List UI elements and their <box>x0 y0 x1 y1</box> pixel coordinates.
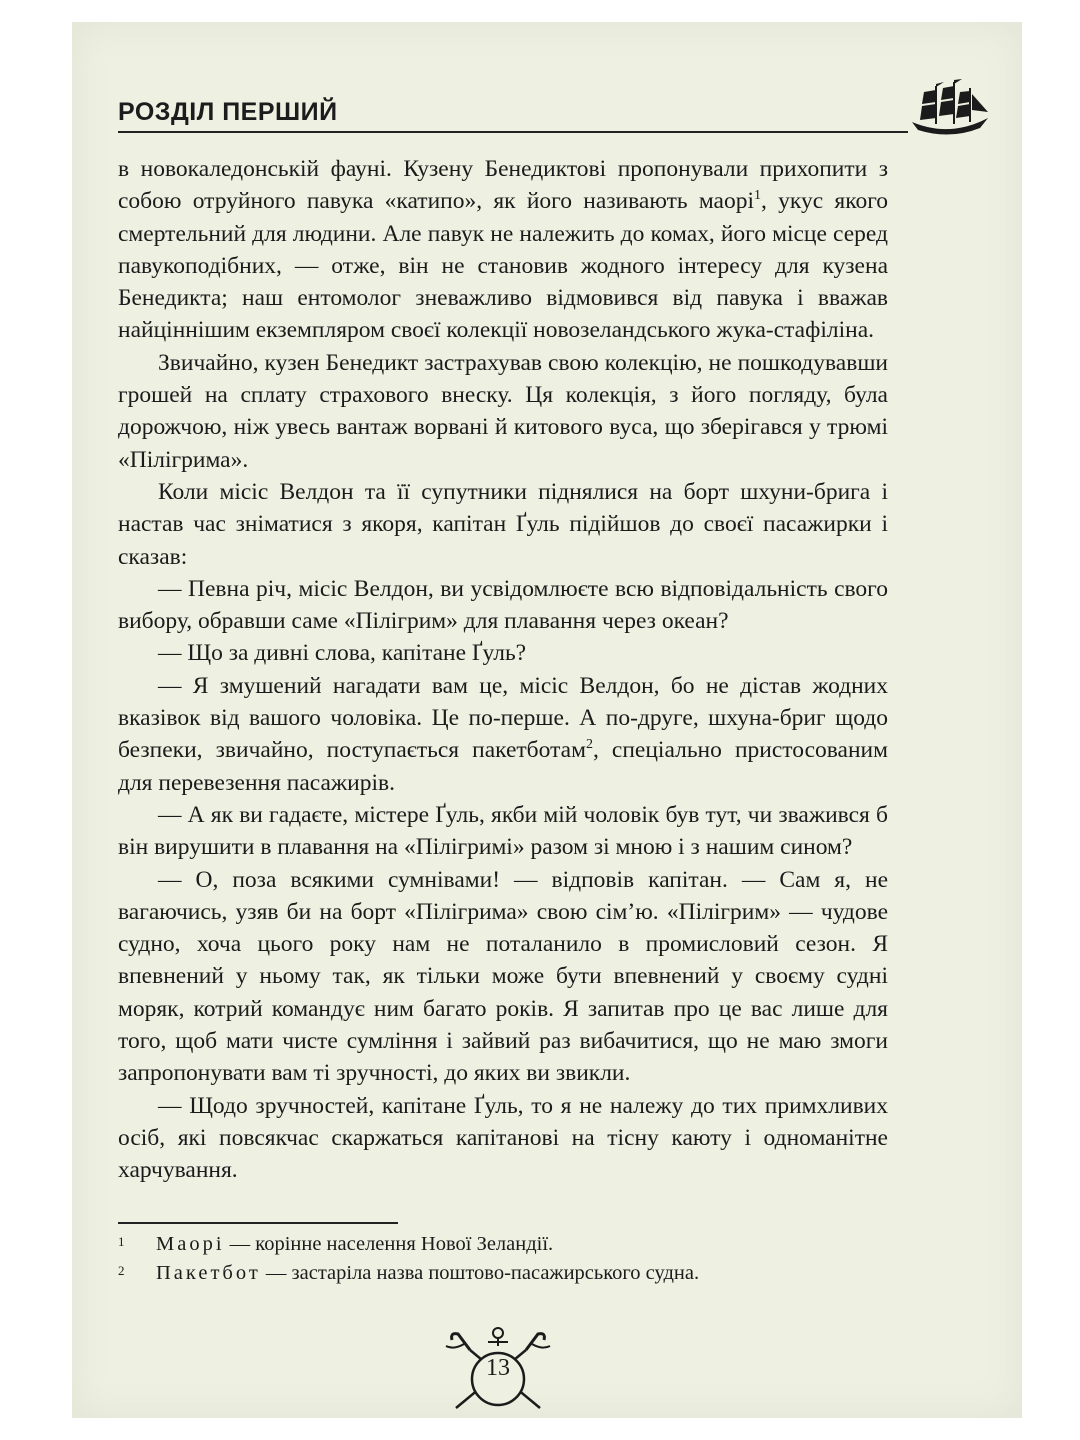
paragraph: — Щодо зручностей, капітане Ґуль, то я не належу до тих примхливих осіб, які повсякчас скаржаться капітанові на тісну каюту і одноманітне харчування. <box>118 1092 888 1184</box>
footnote <box>118 1259 888 1288</box>
paragraph: Звичайно, кузен Бенедикт застрахував свою колекцію, не пошкодувавши грошей на сплату страхового внеску. Ця колекція, з його погляду, була дорожчою, ніж увесь вантаж ворвані й китового вуса, що зберігався у трюмі «Пілігрима». <box>118 349 888 473</box>
footnote-ref: 2 <box>585 737 593 753</box>
footnote-rule <box>118 1222 398 1224</box>
footnotes <box>118 1230 888 1288</box>
paragraph: — А як ви гадаєте, містере Ґуль, якби мій чоловік був тут, чи зважився б він вирушити в плавання на «Пілігримі» разом зі мною і з нашим сином? <box>118 801 888 861</box>
body-text <box>118 153 888 1187</box>
paragraph: — Певна річ, місіс Велдон, ви усвідомлюєте всю відповідальність свого вибору, обравши саме «Пілігрим» для плавання через океан? <box>118 575 888 635</box>
paragraph <box>118 670 888 799</box>
chapter-title: РОЗДІЛ ПЕРШИЙ <box>118 98 338 126</box>
paragraph <box>118 153 888 347</box>
paragraph: Коли місіс Велдон та її супутники піднялися на борт шхуни-брига і настав час зніматися з якоря, капітан Ґуль підійшов до своєї пасажирки і сказав: <box>118 478 888 570</box>
footnote-number: 2 <box>118 1263 125 1278</box>
paragraph: — О, поза всякими сумнівами! — відповів капітан. — Сам я, не вагаючись, узяв би на борт «Пілігрима» свою сім’ю. «Пілігрим» — чудове судно, хоча цього року нам не поталанило в промисловий сезон. Я впевнений у ньому так, як тільки може бути впевнений у своєму судні моряк, котрий командує ним багато років. Я запитав про це вас лише для того, щоб мати чисте сумління і зайвий раз вибачитися, що не маю змоги запропонувати вам ті зручності, до яких ви звикли. <box>118 866 888 1087</box>
footnote-ref: 1 <box>754 188 761 204</box>
paragraph: — Що за дивні слова, капітане Ґуль? <box>158 640 527 667</box>
paragraph-text: , спеціально пристосованим для перевезення пасажирів. <box>118 737 889 796</box>
footnote-number: 1 <box>118 1234 125 1249</box>
footnote-text: — корінне населення Нової Зеландії. <box>224 1233 554 1255</box>
book-page <box>72 22 1022 1418</box>
footnote-text: — застаріла назва поштово-пасажирського судна. <box>260 1262 700 1284</box>
running-header <box>118 96 908 136</box>
footnote-term: Маорі <box>156 1233 225 1255</box>
footnote <box>118 1230 888 1259</box>
footnote-term: Пакетбот <box>156 1262 261 1284</box>
header-rule <box>118 131 908 133</box>
paragraph-text: — Я змушений нагадати вам це, місіс Велдон, бо не дістав жодних вказівок від вашого чоловіка. Це по-перше. А по-друге, шхуна-бриг щодо безпеки, звичайно, поступається пакетботам <box>118 672 888 764</box>
paragraph-text: в новокаледонській фауні. Кузену Бенедиктові пропонували прихопити з собою отруйного павука «катипо», як його називають маорі <box>118 156 888 215</box>
sailing-ship-icon <box>910 78 990 140</box>
paragraph-text: , укус якого смертельний для людини. Але павук не належить до комах, його місце серед павукоподібних, — отже, він не становив жодного інтересу для кузена Бенедикта; наш ентомолог зневажливо відмовився від павука і вважав найціннішим екземпляром своєї колекції новозеландського жука-стафіліна. <box>118 188 889 344</box>
page-number: 13 <box>486 1355 510 1381</box>
